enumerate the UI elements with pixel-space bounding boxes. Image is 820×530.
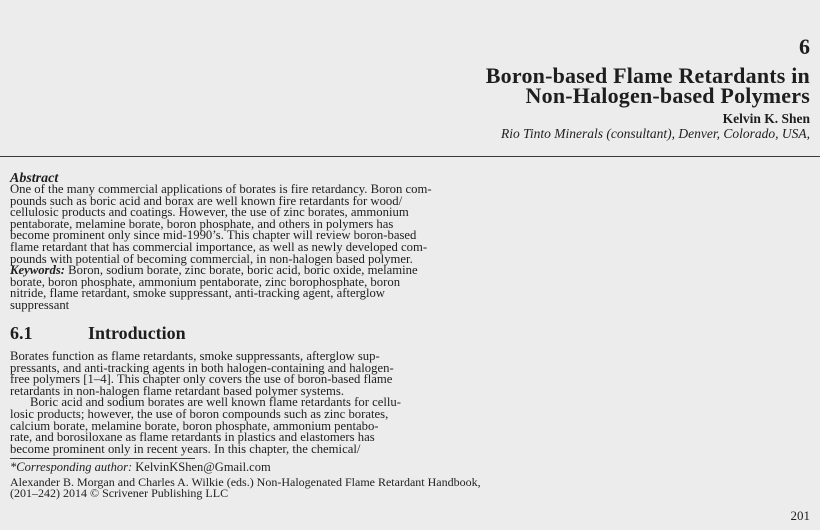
intro-line: calcium borate, melamine borate, boron phosphate, ammonium pentabo- xyxy=(10,418,379,433)
keywords-line: borate, boron phosphate, ammonium pentaborate, zinc borophosphate, boron xyxy=(10,274,401,289)
author-affiliation: Rio Tinto Minerals (consultant), Denver, Colorado, USA, xyxy=(501,126,810,141)
abstract-line: One of the many commercial applications of borates is fire retardancy. Boron com- xyxy=(10,182,432,196)
chapter-title-line-1: Boron-based Flame Retardants in xyxy=(485,63,810,88)
corresponding-author-footnote xyxy=(10,460,271,475)
citation-line: (201–242) 2014 © Scrivener Publishing LLC xyxy=(10,486,229,500)
intro-line: become prominent only in recent years. In this chapter, the chemical/ xyxy=(10,441,361,456)
corresponding-author-label: *Corresponding author: xyxy=(10,460,133,474)
abstract-heading: Abstract xyxy=(10,171,59,186)
abstract-line: pounds with potential of becoming commercial, in non-halogen based polymer. xyxy=(10,251,413,266)
intro-line: pressants, and anti-tracking agents in both halogen-containing and halogen- xyxy=(10,360,394,375)
intro-paragraph-2 xyxy=(10,397,810,455)
abstract-line: cellulosic products and coatings. However, the use of zinc borates, ammonium xyxy=(10,205,409,220)
keywords-block xyxy=(10,265,810,311)
abstract-line: flame retardant that has commercial importance, as well as newly developed com- xyxy=(10,239,428,254)
section-number: 6.1 xyxy=(10,323,33,343)
footnote-divider xyxy=(10,458,195,459)
intro-line: free polymers [1–4]. This chapter only covers the use of boron-based flame xyxy=(10,372,393,387)
page-number: 201 xyxy=(790,508,810,523)
intro-line: Borates function as flame retardants, smoke suppressants, afterglow sup- xyxy=(10,349,380,363)
abstract-body xyxy=(10,184,810,265)
introduction-body xyxy=(10,351,810,455)
citation-block xyxy=(10,477,810,499)
intro-line: Boric acid and sodium borates are well known flame retardants for cellu- xyxy=(30,395,401,410)
chapter-title-line-2: Non-Halogen-based Polymers xyxy=(525,83,810,108)
intro-line: losic products; however, the use of boron compounds such as zinc borates, xyxy=(10,406,389,421)
section-title: Introduction xyxy=(88,323,186,343)
author-name: Kelvin K. Shen xyxy=(722,111,810,126)
keywords-label: Keywords: xyxy=(10,263,65,277)
abstract-line: pounds such as boric acid and borax are well known fire retardants for wood/ xyxy=(10,193,403,208)
intro-paragraph-1 xyxy=(10,351,810,397)
keywords-text: Boron, sodium borate, zinc borate, boric acid, boric oxide, melamine xyxy=(64,263,418,277)
intro-line: retardants in non-halogen flame retardant based polymer systems. xyxy=(10,383,344,398)
section-heading xyxy=(10,323,186,344)
corresponding-author-email: KelvinKShen@Gmail.com xyxy=(132,460,271,474)
intro-line: rate, and borosiloxane as flame retardants in plastics and elastomers has xyxy=(10,430,375,445)
chapter-number: 6 xyxy=(799,34,810,59)
abstract-line: pentaborate, melamine borate, boron phosphate, and others in polymers has xyxy=(10,216,394,231)
header-divider xyxy=(0,156,820,157)
abstract-line: become prominent only since mid-1990’s. This chapter will review boron-based xyxy=(10,228,417,243)
keywords-line: nitride, flame retardant, smoke suppressant, anti-tracking agent, afterglow xyxy=(10,286,385,301)
citation-line: Alexander B. Morgan and Charles A. Wilkie (eds.) Non-Halogenated Flame Retardant Handbook, xyxy=(10,475,481,489)
keywords-line: suppressant xyxy=(10,297,70,312)
